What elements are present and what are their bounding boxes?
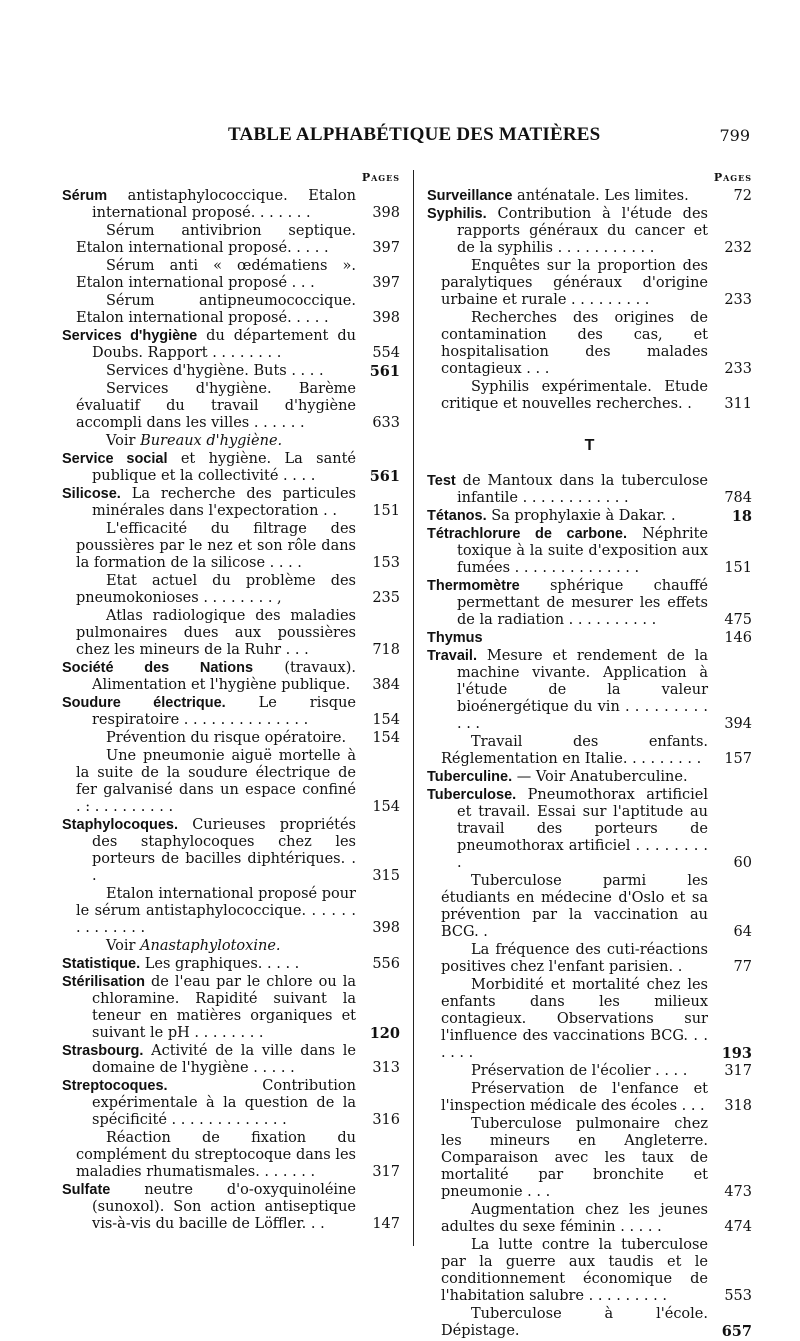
- entry-heading: Strasbourg.: [62, 1043, 144, 1059]
- entry-text: [62, 381, 356, 432]
- entry-text: [62, 1043, 356, 1077]
- index-entry: [62, 886, 400, 937]
- entry-text: [62, 258, 356, 292]
- index-entry: [427, 188, 752, 205]
- index-entry: [62, 817, 400, 885]
- entry-description: sphérique chauffé permettant de mesurer les effets de la radiation . . . . . . . . . .: [457, 578, 708, 628]
- entry-heading: Services d'hygiène: [62, 328, 198, 344]
- entry-heading: Test: [427, 473, 456, 489]
- entry-page: 154: [372, 712, 400, 728]
- entry-description: de Mantoux dans la tuberculose infantile . . . . . . . . . . . .: [455, 473, 708, 506]
- entry-description: La recherche des particules minérales dans l'expectoration . .: [92, 486, 356, 519]
- index-entry: [427, 734, 752, 768]
- entry-text: [62, 1182, 356, 1233]
- entry-page: 313: [372, 1060, 400, 1076]
- entry-page: 235: [372, 590, 400, 606]
- entry-text: [427, 1237, 708, 1305]
- entry-text: [427, 310, 708, 378]
- entry-text: [62, 1078, 356, 1129]
- entry-heading: Statistique.: [62, 956, 141, 972]
- entry-description: Contribution expérimentale à la question de la spécificité . . . . . . . . . . . . .: [92, 1078, 356, 1128]
- entry-description: Sa prophylaxie à Dakar. .: [486, 508, 676, 524]
- entry-description: Morbidité et mortalité chez les enfants dans les milieux contagieux. Observations sur l'influence des vaccinations BCG. . . . . . .: [441, 977, 708, 1061]
- entry-page: 154: [372, 799, 400, 815]
- entry-page: 475: [724, 612, 752, 628]
- entry-page: 317: [724, 1063, 752, 1079]
- entry-description: Syphilis expérimentale. Etude critique et nouvelles recherches. .: [441, 379, 708, 412]
- entry-description: — Voir Anatuberculine.: [512, 769, 688, 785]
- index-entry: [62, 258, 400, 292]
- entry-description: neutre d'o-oxyquinoléine (sunoxol). Son action antiseptique vis-à-vis du bacille de Löffler. . .: [92, 1182, 356, 1232]
- entry-text: [62, 730, 356, 747]
- entry-text: [427, 873, 708, 941]
- entry-page: 553: [724, 1288, 752, 1304]
- entry-heading: Thermomètre: [427, 578, 520, 594]
- entry-page: 384: [372, 677, 400, 693]
- pages-column-header: Pages: [361, 171, 400, 184]
- entry-description: Néphrite toxique à la suite d'exposition aux fumées . . . . . . . . . . . . . .: [457, 526, 708, 576]
- entry-page: 147: [372, 1216, 400, 1232]
- pages-column-header: Pages: [713, 171, 752, 184]
- entry-text: [427, 648, 708, 733]
- index-entry: [62, 1078, 400, 1129]
- entry-text: [62, 328, 356, 362]
- entry-text: [62, 1130, 356, 1181]
- entry-text: [427, 942, 708, 976]
- entry-description: Préservation de l'enfance et l'inspection médicale des écoles . . .: [441, 1081, 708, 1114]
- entry-text: [427, 1202, 708, 1236]
- entry-page: 151: [724, 560, 752, 576]
- entry-text: [62, 451, 356, 485]
- index-entry: [427, 508, 752, 525]
- index-entry: [427, 769, 752, 786]
- entry-description: Le risque respiratoire . . . . . . . . . . . . . .: [92, 695, 356, 728]
- entry-description: Sérum antivibrion septique. Etalon international proposé. . . . .: [76, 223, 356, 256]
- entry-prefix: Voir: [106, 938, 141, 954]
- entry-text: [427, 769, 708, 786]
- entry-description: de l'eau par le chlore ou la chloramine. Rapidité suivant la teneur en matières organiques et suivant le pH . . . . . . . .: [92, 974, 356, 1041]
- index-entry: [427, 1081, 752, 1115]
- entry-description: La fréquence des cuti-réactions positives chez l'enfant parisien. .: [441, 942, 708, 975]
- index-entry: [427, 578, 752, 629]
- index-entry: [427, 526, 752, 577]
- right-entry-list-t: [427, 473, 752, 1340]
- index-entry: [427, 310, 752, 378]
- index-entry: [62, 660, 400, 694]
- entry-description: Tuberculose parmi les étudiants en médecine d'Oslo et sa prévention par la vaccination au BCG. .: [441, 873, 708, 940]
- entry-page: 474: [724, 1219, 752, 1235]
- entry-text: [62, 748, 356, 816]
- entry-text: [62, 817, 356, 885]
- entry-page: 633: [372, 415, 400, 431]
- entry-description: Contribution à l'étude des rapports généraux du cancer et de la syphilis . . . . . . . . . . .: [457, 206, 708, 256]
- entry-heading: Tétrachlorure de carbone.: [427, 526, 627, 542]
- entry-description: Curieuses propriétés des staphylocoques chez les porteurs de bacilles diphtériques. . .: [92, 817, 356, 884]
- entry-description: Services d'hygiène. Buts . . . .: [106, 363, 324, 379]
- index-entry: [62, 938, 400, 955]
- entry-description: Pneumothorax artificiel et travail. Essai sur l'aptitude au travail des porteurs de pneumothorax artificiel . . . . . . . . .: [457, 787, 708, 871]
- entry-description: Activité de la ville dans le domaine de l'hygiène . . . . .: [92, 1043, 356, 1076]
- entry-text: [427, 258, 708, 309]
- entry-page: 315: [372, 868, 400, 884]
- entry-page: 561: [369, 468, 400, 485]
- entry-text: [62, 608, 356, 659]
- entry-heading: Staphylocoques.: [62, 817, 179, 833]
- entry-heading: Thymus: [427, 630, 483, 646]
- entry-description: Sérum anti « œdématiens ». Etalon international proposé . . .: [76, 258, 356, 291]
- entry-page: 784: [724, 490, 752, 506]
- entry-text: [62, 433, 356, 450]
- entry-description: Anastaphylotoxine.: [140, 938, 281, 954]
- index-entry: [62, 974, 400, 1042]
- index-entry: [427, 206, 752, 257]
- index-entry: [427, 1116, 752, 1201]
- entry-page: 397: [372, 275, 400, 291]
- index-entry: [427, 1237, 752, 1305]
- entry-text: [427, 473, 708, 507]
- entry-text: [427, 1116, 708, 1201]
- left-entry-list: [62, 188, 400, 1233]
- entry-text: [62, 521, 356, 572]
- entry-text: [62, 956, 356, 973]
- index-entry: [427, 873, 752, 941]
- entry-page: 397: [372, 240, 400, 256]
- entry-text: [427, 977, 708, 1062]
- entry-page: 318: [724, 1098, 752, 1114]
- entry-prefix: Voir: [106, 433, 141, 449]
- entry-heading: Stérilisation: [62, 974, 145, 990]
- entry-page: 317: [372, 1164, 400, 1180]
- entry-page: 311: [724, 396, 752, 412]
- entry-description: Sérum antipneumococcique. Etalon international proposé. . . . .: [76, 293, 356, 326]
- entry-heading: Sérum: [62, 188, 108, 204]
- entry-text: [427, 578, 708, 629]
- index-entry: [427, 1306, 752, 1340]
- entry-page: 18: [731, 508, 752, 525]
- entry-text: [62, 886, 356, 937]
- entry-page: 120: [369, 1025, 400, 1042]
- entry-description: Préservation de l'écolier . . . .: [471, 1063, 688, 1079]
- entry-page: 554: [372, 345, 400, 361]
- index-entry: [62, 223, 400, 257]
- entry-page: 718: [372, 642, 400, 658]
- entry-text: [62, 486, 356, 520]
- entry-page: 77: [733, 959, 752, 975]
- entry-text: [427, 630, 708, 647]
- entry-description: Atlas radiologique des maladies pulmonaires dues aux poussières chez les mineurs de la Ruhr . . .: [76, 608, 356, 658]
- entry-page: 146: [724, 630, 752, 646]
- page-number: 799: [719, 126, 750, 145]
- index-entry: [427, 473, 752, 507]
- index-entry: [62, 188, 400, 222]
- entry-description: La lutte contre la tuberculose par la guerre aux taudis et le conditionnement économique de l'habitation salubre . . . . . . . . .: [441, 1237, 708, 1304]
- entry-text: [427, 1081, 708, 1115]
- entry-heading: Streptocoques.: [62, 1078, 168, 1094]
- entry-page: 232: [724, 240, 752, 256]
- index-entry: [62, 451, 400, 485]
- index-entry: [62, 956, 400, 973]
- entry-text: [427, 379, 708, 413]
- entry-text: [62, 188, 356, 222]
- entry-description: Etat actuel du problème des pneumokonioses . . . . . . . . ,: [76, 573, 356, 606]
- entry-description: Services d'hygiène. Barème évaluatif du travail d'hygiène accompli dans les villes . . . . . .: [76, 381, 356, 431]
- entry-heading: Syphilis.: [427, 206, 487, 222]
- entry-page: 153: [372, 555, 400, 571]
- entry-description: Recherches des origines de contamination des cas, et hospitalisation des malades contagieux . . .: [441, 310, 708, 377]
- entry-description: antistaphylococcique. Etalon international proposé. . . . . . .: [92, 188, 356, 221]
- entry-text: [62, 660, 356, 694]
- entry-text: [427, 1063, 708, 1080]
- entry-page: 154: [372, 730, 400, 746]
- index-entry: [427, 630, 752, 647]
- entry-text: [427, 206, 708, 257]
- entry-page: 233: [724, 292, 752, 308]
- entry-text: [62, 293, 356, 327]
- entry-description: Tuberculose à l'école. Dépistage.: [441, 1306, 708, 1339]
- index-entry: [62, 1043, 400, 1077]
- entry-text: [62, 363, 356, 380]
- index-entry: [62, 608, 400, 659]
- entry-page: 316: [372, 1112, 400, 1128]
- entry-heading: Tuberculose.: [427, 787, 517, 803]
- index-entry: [427, 258, 752, 309]
- index-entry: [427, 648, 752, 733]
- entry-text: [62, 223, 356, 257]
- index-entry: [62, 730, 400, 747]
- index-entry: [427, 977, 752, 1062]
- entry-description: Etalon international proposé pour le sérum antistaphylococcique. . . . . . . . . . . . . .: [76, 886, 356, 936]
- entry-text: [427, 787, 708, 872]
- entry-heading: Travail.: [427, 648, 477, 664]
- entry-page: 657: [721, 1323, 752, 1340]
- entry-page: 398: [372, 920, 400, 936]
- entry-heading: Silicose.: [62, 486, 121, 502]
- index-entry: [62, 748, 400, 816]
- index-entry: [427, 942, 752, 976]
- right-column: [427, 168, 752, 1341]
- entry-description: Tuberculose pulmonaire chez les mineurs en Angleterre. Comparaison avec les taux de mortalité par bronchite et pneumonie . . .: [441, 1116, 708, 1200]
- entry-description: Travail des enfants. Réglementation en Italie. . . . . . . . .: [441, 734, 708, 767]
- index-entry: [427, 1202, 752, 1236]
- entry-description: du département du Doubs. Rapport . . . . . . . .: [92, 328, 356, 361]
- entry-heading: Sulfate: [62, 1182, 111, 1198]
- entry-heading: Société des Nations: [62, 660, 254, 676]
- entry-text: [62, 938, 356, 955]
- left-column: [62, 168, 400, 1234]
- index-entry: [62, 1182, 400, 1233]
- entry-page: 233: [724, 361, 752, 377]
- entry-description: (travaux). Alimentation et l'hygiène publique.: [92, 660, 357, 693]
- entry-description: Une pneumonie aiguë mortelle à la suite de la soudure électrique de fer galvanisé dans un espace confiné . : . . . . . . . . .: [76, 748, 356, 815]
- index-entry: [62, 1130, 400, 1181]
- entry-description: Enquêtes sur la proportion des paralytiques généraux d'origine urbaine et rurale . . . . . . . . .: [441, 258, 708, 308]
- page-header: [0, 124, 800, 154]
- entry-text: [62, 573, 356, 607]
- entry-page: 473: [724, 1184, 752, 1200]
- entry-page: 72: [733, 188, 752, 204]
- index-entry: [62, 293, 400, 327]
- entry-page: 561: [369, 363, 400, 380]
- entry-page: 157: [724, 751, 752, 767]
- entry-heading: Service social: [62, 451, 168, 467]
- entry-description: Prévention du risque opératoire.: [106, 730, 347, 746]
- entry-description: L'efficacité du filtrage des poussières par le nez et son rôle dans la formation de la silicose . . . .: [76, 521, 356, 571]
- index-entry: [427, 379, 752, 413]
- index-entry: [427, 1063, 752, 1080]
- index-entry: [62, 521, 400, 572]
- entry-description: Les graphiques. . . . .: [140, 956, 300, 972]
- index-entry: [62, 381, 400, 432]
- entry-heading: Soudure électrique.: [62, 695, 226, 711]
- entry-heading: Tétanos.: [427, 508, 487, 524]
- index-entry: [62, 695, 400, 729]
- section-letter: T: [584, 437, 595, 454]
- entry-page: 398: [372, 310, 400, 326]
- entry-page: 394: [724, 716, 752, 732]
- entry-page: 193: [721, 1045, 752, 1062]
- index-entry: [62, 433, 400, 450]
- index-entry: [62, 573, 400, 607]
- entry-text: [427, 188, 708, 205]
- entry-description: Bureaux d'hygiène.: [140, 433, 283, 449]
- entry-description: Réaction de fixation du complément du streptocoque dans les maladies rhumatismales. . . . . . .: [76, 1130, 356, 1180]
- entry-page: 398: [372, 205, 400, 221]
- index-entry: [62, 486, 400, 520]
- entry-description: Augmentation chez les jeunes adultes du sexe féminin . . . . .: [441, 1202, 708, 1235]
- entry-description: Mesure et rendement de la machine vivante. Application à l'étude de la valeur bioénergétique du vin . . . . . . . . . . . .: [457, 648, 708, 732]
- entry-page: 60: [733, 855, 752, 871]
- index-entry: [62, 328, 400, 362]
- entry-heading: Surveillance: [427, 188, 513, 204]
- entry-text: [427, 734, 708, 768]
- entry-text: [427, 526, 708, 577]
- entry-description: et hygiène. La santé publique et la collectivité . . . .: [92, 451, 356, 484]
- index-entry: [62, 363, 400, 380]
- entry-description: anténatale. Les limites.: [512, 188, 689, 204]
- entry-text: [427, 508, 708, 525]
- entry-text: [62, 695, 356, 729]
- page-title: TABLE ALPHABÉTIQUE DES MATIÈRES: [228, 124, 601, 145]
- entry-page: 151: [372, 503, 400, 519]
- entry-heading: Tuberculine.: [427, 769, 513, 785]
- entry-page: 556: [372, 956, 400, 972]
- entry-text: [427, 1306, 708, 1340]
- entry-page: 64: [733, 924, 752, 940]
- column-divider: [413, 170, 414, 1246]
- right-entry-list-s: [427, 188, 752, 413]
- entry-text: [62, 974, 356, 1042]
- index-entry: [427, 787, 752, 872]
